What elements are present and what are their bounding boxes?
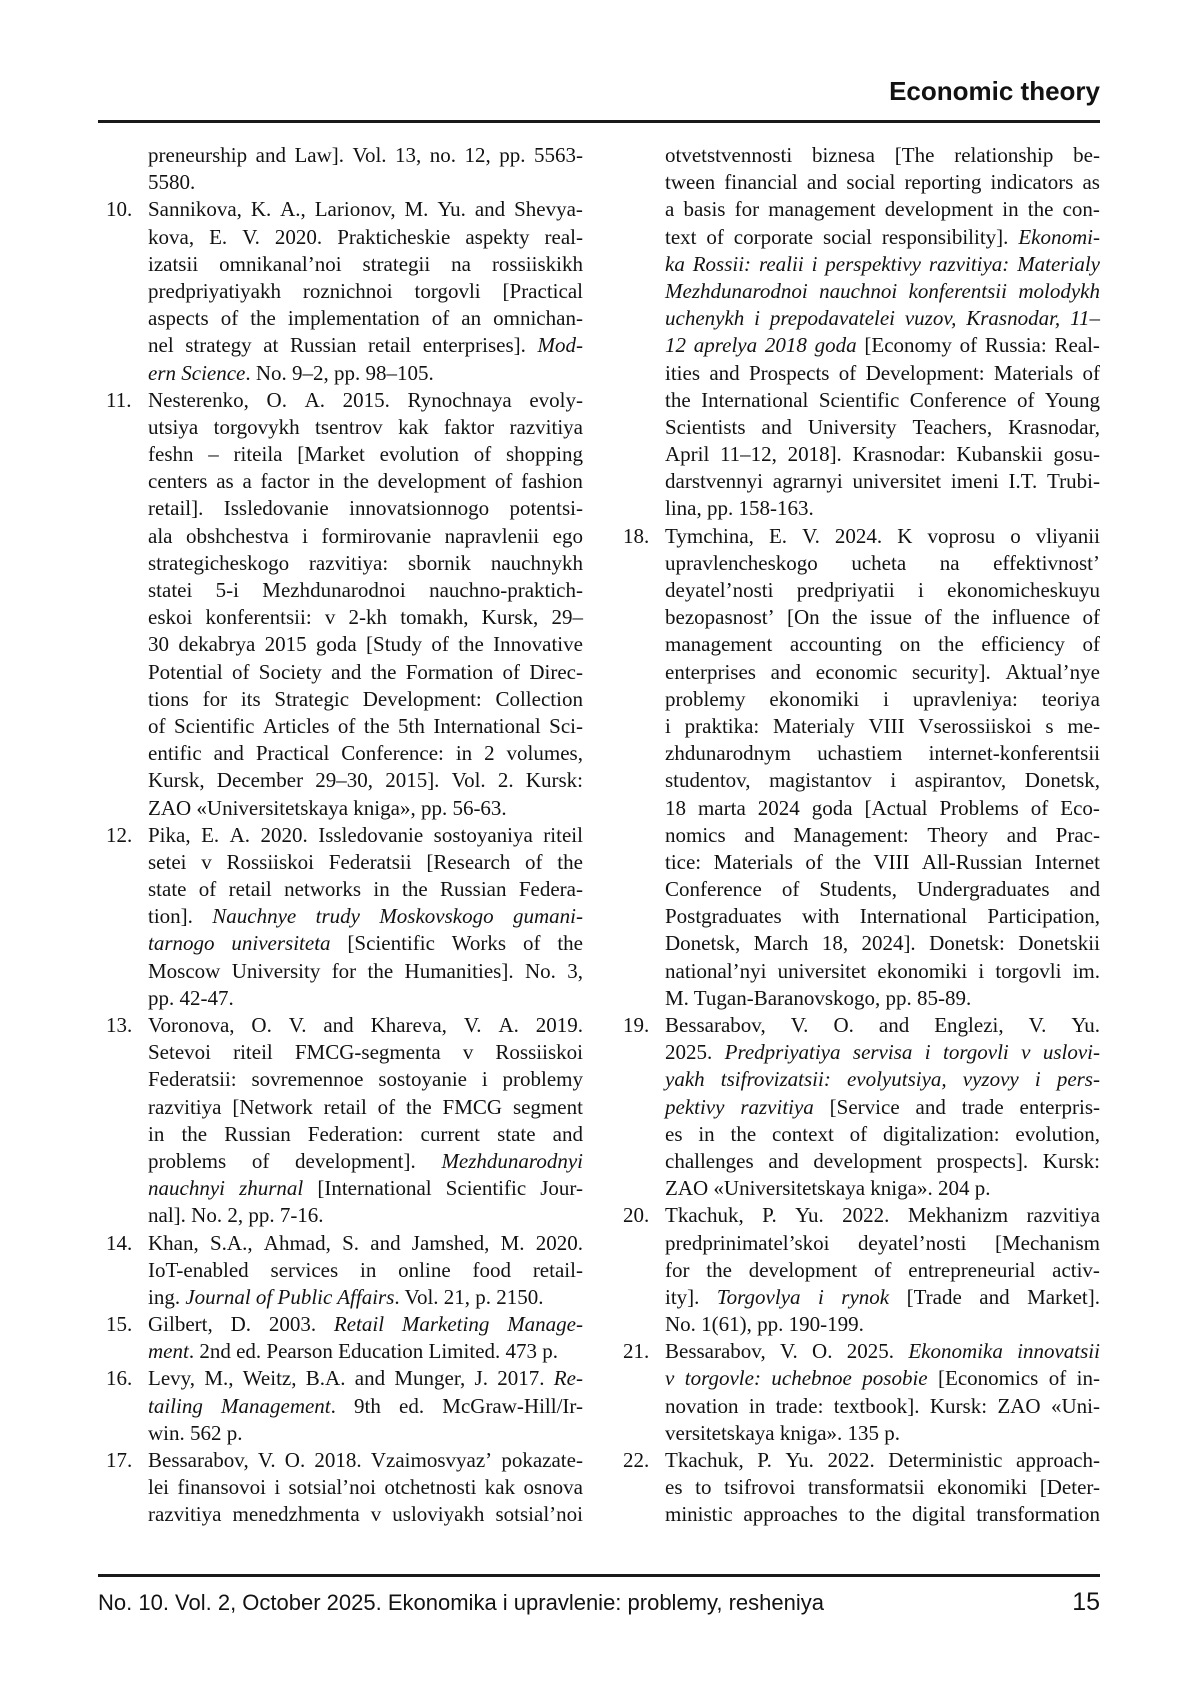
reference-line: [98, 1148, 583, 1175]
reference-line: [615, 1066, 1100, 1093]
reference-text: Nesterenko, O. A. 2015. Rynochnaya evoly-: [148, 387, 583, 412]
reference-text: problemy ekonomiki i upravleniya: teoriya: [665, 686, 1100, 711]
reference-number: 12.: [106, 822, 133, 847]
reference-text: kova, E. V. 2020. Prakticheskie aspekty real-: [148, 224, 583, 249]
reference-number: 13.: [106, 1013, 133, 1037]
reference-text: Khan, S.A., Ahmad, S. and Jamshed, M. 2020.: [148, 1230, 583, 1255]
reference-text: M. Tugan-Baranovskogo, pp. 85-89.: [665, 985, 972, 1010]
reference-line: [615, 1284, 1100, 1311]
reference-number: 19.: [623, 1013, 650, 1037]
reference-line: [615, 1447, 1100, 1474]
reference-text: retail]. Issledovanie innovatsionnogo potentsi-: [148, 496, 583, 521]
reference-line: [98, 1365, 583, 1392]
reference-line: [615, 1148, 1100, 1175]
reference-line: [98, 1094, 583, 1121]
reference-line: [615, 1474, 1100, 1501]
reference-text: es in the context of digitalization: evolution,: [665, 1121, 1100, 1146]
reference-line: [615, 169, 1100, 196]
reference-text: Voronova, O. V. and Khareva, V. A. 2019.: [148, 1013, 583, 1037]
reference-text: the International Scientific Conference of Young: [665, 387, 1100, 412]
reference-number: 16.: [106, 1366, 133, 1391]
reference-line: [98, 196, 583, 223]
reference-line: [98, 686, 583, 713]
reference-line: [98, 523, 583, 550]
reference-text: Tkachuk, P. Yu. 2022. Mekhanizm razvitiya: [665, 1203, 1100, 1228]
reference-text: bezopasnost’ [On the issue of the influence of: [665, 605, 1100, 630]
reference-text: Tymchina, E. V. 2024. K voprosu o vliyanii: [665, 523, 1100, 548]
reference-line: [615, 1121, 1100, 1148]
reference-line: [615, 740, 1100, 767]
page-footer: [98, 1588, 1100, 1617]
reference-line: [615, 1311, 1100, 1338]
reference-text: otvetstvennosti biznesa [The relationship be-: [665, 143, 1100, 167]
reference-line: [615, 1393, 1100, 1420]
reference-text: novation in trade: textbook]. Kursk: ZAO «Uni-: [665, 1393, 1100, 1418]
reference-text: tailing Management. 9th ed. McGraw-Hill/Ir-: [148, 1393, 583, 1418]
reference-line: [615, 468, 1100, 495]
reference-line: [98, 713, 583, 740]
reference-number: 21.: [623, 1339, 650, 1364]
reference-line: [615, 360, 1100, 387]
reference-line: [98, 1202, 583, 1229]
reference-line: [98, 930, 583, 957]
reference-text: Bessarabov, V. O. 2025. Ekonomika innovatsii: [665, 1339, 1100, 1364]
reference-line: [98, 360, 583, 387]
reference-text: state of retail networks in the Russian Federa-: [148, 877, 583, 902]
reference-text: uchenykh i prepodavatelei vuzov, Krasnodar, 11–: [665, 306, 1100, 331]
reference-line: [615, 577, 1100, 604]
reference-line: [615, 604, 1100, 631]
reference-line: [615, 251, 1100, 278]
reference-text: text of corporate social responsibility]. Ekonomi-: [665, 224, 1100, 249]
reference-text: Mezhdunarodnoi nauchnoi konferentsii molodykh: [665, 278, 1100, 303]
reference-line: [615, 958, 1100, 985]
reference-text: tarnogo universiteta [Scientific Works of the: [148, 931, 583, 956]
reference-text: for the development of entrepreneurial activ-: [665, 1257, 1100, 1282]
reference-text: v torgovle: uchebnoe posobie [Economics of in-: [665, 1366, 1100, 1391]
reference-text: feshn – riteila [Market evolution of shopping: [148, 442, 583, 467]
reference-line: [615, 1230, 1100, 1257]
reference-text: yakh tsifrovizatsii: evolyutsiya, vyzovy i pers-: [665, 1067, 1100, 1092]
reference-text: razvitiya [Network retail of the FMCG segment: [148, 1094, 583, 1119]
reference-text: i praktika: Materialy VIII Vserossiiskoi s me-: [665, 713, 1100, 738]
reference-text: problems of development]. Mezhdunarodnyi: [148, 1148, 583, 1173]
reference-text: Tkachuk, P. Yu. 2022. Deterministic approach-: [665, 1448, 1100, 1472]
reference-text: tion]. Nauchnye trudy Moskovskogo gumani-: [148, 904, 583, 929]
reference-line: [98, 1420, 583, 1447]
reference-line: [98, 468, 583, 495]
reference-number: 22.: [623, 1448, 650, 1472]
reference-text: Postgraduates with International Participation,: [665, 904, 1100, 929]
reference-line: [615, 631, 1100, 658]
reference-text: tween financial and social reporting indicators as: [665, 170, 1100, 195]
reference-text: razvitiya menedzhmenta v usloviyakh sotsial’noi: [148, 1502, 583, 1527]
reference-line: [98, 985, 583, 1012]
reference-text: utsiya torgovykh tsentrov kak faktor razvitiya: [148, 414, 583, 439]
reference-line: [98, 142, 583, 169]
reference-text: predprinimatel’skoi deyatel’nosti [Mechanism: [665, 1230, 1100, 1255]
reference-line: [98, 1121, 583, 1148]
reference-line: [98, 224, 583, 251]
reference-line: [98, 1175, 583, 1202]
reference-text: in the Russian Federation: current state and: [148, 1121, 583, 1146]
reference-line: [615, 495, 1100, 522]
reference-line: [615, 1257, 1100, 1284]
section-title: Economic theory: [889, 76, 1100, 106]
reference-number: 14.: [106, 1230, 133, 1255]
reference-text: management accounting on the efficiency of: [665, 632, 1100, 657]
reference-text: 2025. Predpriyatiya servisa i torgovli v uslovi-: [665, 1040, 1100, 1065]
reference-line: [615, 414, 1100, 441]
reference-line: [98, 278, 583, 305]
reference-line: [615, 1175, 1100, 1202]
page-number: 15: [1072, 1588, 1100, 1616]
reference-text: Bessarabov, V. O. and Englezi, V. Yu.: [665, 1013, 1100, 1037]
reference-line: [615, 930, 1100, 957]
reference-line: [615, 849, 1100, 876]
reference-line: [98, 1284, 583, 1311]
reference-line: [98, 550, 583, 577]
reference-line: [615, 523, 1100, 550]
reference-text: Kursk, December 29–30, 2015]. Vol. 2. Kursk:: [148, 768, 583, 793]
reference-text: Gilbert, D. 2003. Retail Marketing Manage-: [148, 1312, 583, 1337]
reference-text: challenges and development prospects]. Kursk:: [665, 1148, 1100, 1173]
reference-line: [615, 903, 1100, 930]
reference-number: 11.: [106, 387, 132, 412]
reference-text: studentov, magistantov i aspirantov, Donetsk,: [665, 768, 1100, 793]
reference-text: tice: Materials of the VIII All-Russian Internet: [665, 849, 1100, 874]
reference-text: national’nyi universitet ekonomiki i torgovli im.: [665, 958, 1100, 983]
reference-line: [98, 849, 583, 876]
reference-text: izatsii omnikanal’noi strategii na rossiiskikh: [148, 251, 583, 276]
reference-line: [98, 1447, 583, 1474]
reference-line: [615, 713, 1100, 740]
reference-text: Potential of Society and the Formation of Direc-: [148, 659, 583, 684]
reference-text: zhdunarodnym uchastiem internet-konferentsii: [665, 741, 1100, 766]
reference-text: ka Rossii: realii i perspektivy razvitiya: Materialy: [665, 251, 1100, 276]
reference-line: [615, 1039, 1100, 1066]
reference-text: Scientists and University Teachers, Krasnodar,: [665, 414, 1100, 439]
reference-number: 20.: [623, 1203, 650, 1228]
reference-line: [615, 1094, 1100, 1121]
reference-line: [615, 441, 1100, 468]
reference-line: [98, 1393, 583, 1420]
reference-line: [615, 196, 1100, 223]
reference-text: lei finansovoi i sotsial’noi otchetnosti kak osnova: [148, 1475, 583, 1500]
reference-line: [615, 1365, 1100, 1392]
reference-line: [98, 659, 583, 686]
reference-text: deyatel’nosti predpriyatii i ekonomicheskuyu: [665, 578, 1100, 602]
reference-text: nomics and Management: Theory and Prac-: [665, 822, 1100, 847]
reference-text: enterprises and economic security]. Aktual’nye: [665, 659, 1100, 684]
reference-line: [615, 1338, 1100, 1365]
reference-line: [615, 659, 1100, 686]
reference-number: 15.: [106, 1312, 133, 1337]
reference-line: [615, 686, 1100, 713]
reference-line: [98, 1012, 583, 1039]
reference-text: nauchnyi zhurnal [International Scientific Jour-: [148, 1176, 583, 1201]
reference-text: ment. 2nd ed. Pearson Education Limited. 473 p.: [148, 1339, 559, 1364]
reference-line: [98, 414, 583, 441]
reference-text: nal]. No. 2, pp. 7-16.: [148, 1203, 324, 1228]
reference-line: [98, 1039, 583, 1066]
reference-line: [98, 332, 583, 359]
reference-text: Donetsk, March 18, 2024]. Donetsk: Donetskii: [665, 931, 1100, 956]
reference-text: eskoi konferentsii: v 2-kh tomakh, Kursk, 29–: [148, 605, 583, 630]
reference-text: Sannikova, K. A., Larionov, M. Yu. and Shevya-: [148, 197, 583, 222]
footer-rule: [98, 1574, 1100, 1577]
reference-line: [615, 876, 1100, 903]
reference-line: [615, 1501, 1100, 1528]
reference-text: ern Science. No. 9–2, pp. 98–105.: [148, 360, 434, 385]
reference-text: ala obshchestva i formirovanie napravlenii ego: [148, 523, 583, 548]
reference-text: lina, pp. 158-163.: [665, 496, 814, 521]
reference-line: [615, 224, 1100, 251]
reference-text: Moscow University for the Humanities]. No. 3,: [148, 958, 583, 983]
reference-line: [615, 985, 1100, 1012]
reference-text: versitetskaya kniga». 135 p.: [665, 1420, 901, 1445]
references-right-column: [615, 142, 1100, 1529]
reference-line: [615, 1012, 1100, 1039]
reference-line: [98, 1257, 583, 1284]
reference-line: [98, 876, 583, 903]
reference-number: 18.: [623, 523, 650, 548]
reference-text: pp. 42-47.: [148, 985, 234, 1010]
reference-line: [98, 767, 583, 794]
references-left-column: [98, 142, 583, 1529]
reference-text: centers as a factor in the development of fashion: [148, 469, 583, 494]
reference-line: [98, 1311, 583, 1338]
reference-text: ing. Journal of Public Affairs. Vol. 21, p. 2150.: [148, 1284, 544, 1309]
reference-text: ities and Prospects of Development: Materials of: [665, 360, 1100, 385]
reference-number: 10.: [106, 197, 133, 222]
reference-text: ity]. Torgovlya i rynok [Trade and Market].: [665, 1284, 1100, 1309]
reference-text: upravlencheskogo ucheta na effektivnost’: [665, 550, 1100, 575]
reference-text: tions for its Strategic Development: Collection: [148, 686, 583, 711]
reference-text: 12 aprelya 2018 goda [Economy of Russia: Real-: [665, 333, 1100, 358]
reference-text: No. 1(61), pp. 190-199.: [665, 1312, 864, 1337]
reference-line: [98, 1230, 583, 1257]
reference-line: [98, 958, 583, 985]
reference-line: [98, 1066, 583, 1093]
reference-line: [615, 332, 1100, 359]
reference-text: Conference of Students, Undergraduates and: [665, 877, 1100, 902]
reference-line: [98, 577, 583, 604]
reference-line: [615, 767, 1100, 794]
reference-text: strategicheskogo razvitiya: sbornik nauchnykh: [148, 550, 583, 575]
journal-info: No. 10. Vol. 2, October 2025. Ekonomika i upravlenie: problemy, resheniya: [98, 1590, 824, 1615]
reference-text: darstvennyi agrarnyi universitet imeni I.T. Trubi-: [665, 469, 1100, 494]
reference-text: preneurship and Law]. Vol. 13, no. 12, pp. 5563-: [148, 143, 583, 167]
reference-text: Bessarabov, V. O. 2018. Vzaimosvyaz’ pokazate-: [148, 1448, 583, 1472]
reference-line: [98, 604, 583, 631]
reference-text: setei v Rossiiskoi Federatsii [Research of the: [148, 849, 583, 874]
reference-line: [615, 1202, 1100, 1229]
reference-text: of Scientific Articles of the 5th International Sci-: [148, 713, 583, 738]
reference-number: 17.: [106, 1448, 133, 1472]
reference-text: 30 dekabrya 2015 goda [Study of the Innovative: [148, 632, 583, 657]
reference-text: es to tsifrovoi transformatsii ekonomiki [Deter-: [665, 1475, 1100, 1500]
reference-text: Federatsii: sovremennoe sostoyanie i problemy: [148, 1067, 583, 1092]
reference-text: nel strategy at Russian retail enterprises]. Mod-: [148, 333, 583, 358]
reference-text: Pika, E. A. 2020. Issledovanie sostoyaniya riteil: [148, 822, 583, 847]
reference-text: Levy, M., Weitz, B.A. and Munger, J. 2017. Re-: [148, 1366, 583, 1391]
reference-line: [615, 305, 1100, 332]
reference-line: [615, 822, 1100, 849]
reference-line: [98, 169, 583, 196]
reference-line: [98, 795, 583, 822]
reference-text: pektivy razvitiya [Service and trade enterpris-: [665, 1094, 1100, 1119]
reference-line: [98, 631, 583, 658]
reference-text: ZAO «Universitetskaya kniga», pp. 56-63.: [148, 795, 507, 820]
reference-text: aspects of the implementation of an omnichan-: [148, 306, 583, 331]
reference-line: [615, 387, 1100, 414]
reference-line: [615, 278, 1100, 305]
reference-line: [98, 1501, 583, 1528]
reference-text: win. 562 p.: [148, 1420, 243, 1445]
reference-line: [98, 387, 583, 414]
reference-line: [98, 740, 583, 767]
reference-text: entific and Practical Conference: in 2 volumes,: [148, 741, 583, 766]
reference-text: predpriyatiyakh roznichnoi torgovli [Practical: [148, 278, 583, 303]
reference-text: statei 5-i Mezhdunarodnoi nauchno-praktich-: [148, 578, 583, 602]
reference-text: ZAO «Universitetskaya kniga». 204 p.: [665, 1176, 991, 1201]
reference-text: 5580.: [148, 170, 196, 195]
reference-line: [98, 495, 583, 522]
reference-line: [615, 550, 1100, 577]
reference-line: [98, 441, 583, 468]
header-rule: [98, 120, 1100, 123]
reference-text: 18 marta 2024 goda [Actual Problems of Eco-: [665, 795, 1100, 820]
reference-line: [98, 1338, 583, 1365]
reference-text: IoT-enabled services in online food retail-: [148, 1257, 583, 1282]
reference-text: ministic approaches to the digital transformation: [665, 1502, 1100, 1527]
reference-text: a basis for management development in the con-: [665, 197, 1100, 222]
reference-text: April 11–12, 2018]. Krasnodar: Kubanskii gosu-: [665, 442, 1100, 467]
reference-line: [615, 142, 1100, 169]
reference-line: [98, 1474, 583, 1501]
reference-line: [98, 903, 583, 930]
reference-line: [98, 251, 583, 278]
reference-line: [98, 822, 583, 849]
reference-line: [615, 795, 1100, 822]
reference-line: [615, 1420, 1100, 1447]
reference-line: [98, 305, 583, 332]
reference-text: Setevoi riteil FMCG-segmenta v Rossiiskoi: [148, 1040, 583, 1065]
